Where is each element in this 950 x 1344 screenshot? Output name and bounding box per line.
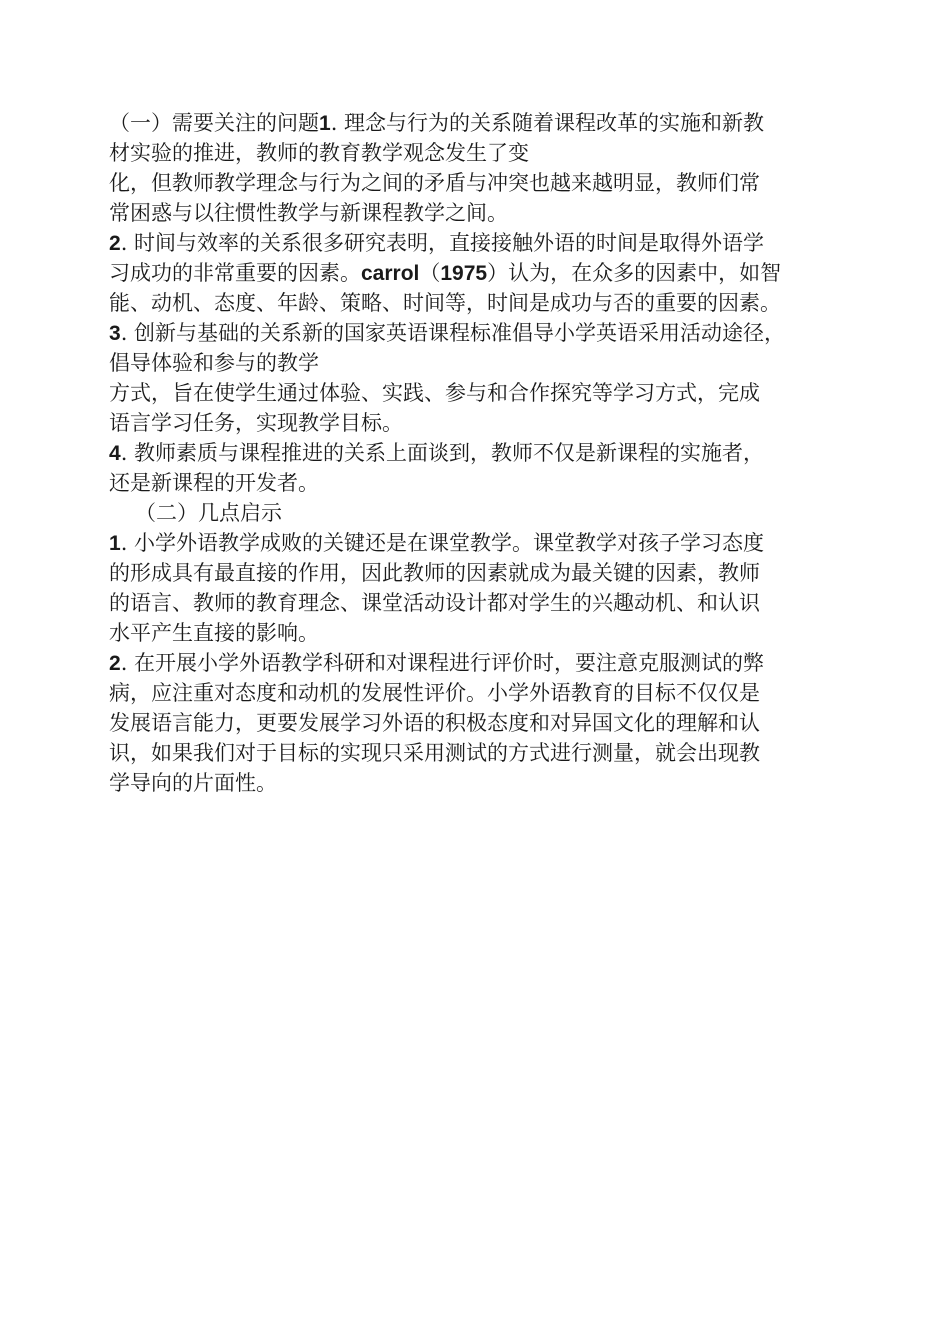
section1-item3-line3: 方式，旨在使学生通过体验、实践、参与和合作探究等学习方式，完成 (109, 381, 760, 405)
section1-item3-line4: 语言学习任务，实现教学目标。 (109, 411, 403, 435)
section2-item1-text: . 小学外语教学成败的关键还是在课堂教学。课堂教学对孩子学习态度 (120, 531, 765, 555)
section2-item1-line1 (109, 528, 869, 558)
section2-item2-number: 2 (109, 652, 121, 675)
section2-item1-line2: 的形成具有最直接的作用，因此教师的因素就成为最关键的因素，教师 (109, 561, 760, 585)
section1-item4-line2: 还是新课程的开发者。 (109, 471, 319, 495)
section1-item1-text: . 理念与行为的关系随着课程改革的实施和新教 (330, 111, 765, 135)
paren-open: （ (419, 261, 441, 285)
section2-item1-line3: 的语言、教师的教育理念、课堂活动设计都对学生的兴趣动机、和认识 (109, 591, 760, 615)
section1-item2-line1 (109, 228, 869, 258)
section2-item1-line4: 水平产生直接的影响。 (109, 621, 319, 645)
section2-item2-text: . 在开展小学外语教学科研和对课程进行评价时，要注意克服测试的弊 (120, 651, 765, 675)
section2-item2-line1 (109, 648, 869, 678)
section2-item2-line2: 病，应注重对态度和动机的发展性评价。小学外语教育的目标不仅仅是 (109, 681, 760, 705)
section1-item2-number: 2 (109, 232, 121, 255)
section1-item3-text: . 创新与基础的关系新的国家英语课程标准倡导小学英语采用活动途径， (120, 321, 786, 345)
section1-item4-text: . 教师素质与课程推进的关系上面谈到，教师不仅是新课程的实施者， (120, 441, 765, 465)
section1-item2-text: . 时间与效率的关系很多研究表明，直接接触外语的时间是取得外语学 (120, 231, 765, 255)
author-name: carrol (361, 262, 420, 285)
section1-item1-line2: 材实验的推进，教师的教育教学观念发生了变 (109, 141, 529, 165)
citation-year: 1975 (440, 262, 488, 285)
section1-item2-text-c: ）认为，在众多的因素中，如智 (487, 261, 782, 285)
section1-item1-line4: 常困惑与以往惯性教学与新课程教学之间。 (109, 201, 508, 225)
section1-item3-line1 (109, 318, 869, 348)
section2-item2-line3: 发展语言能力，更要发展学习外语的积极态度和对异国文化的理解和认 (109, 711, 760, 735)
section1-item2-line2 (109, 258, 869, 288)
section2-heading: （二）几点启示 (135, 501, 282, 525)
section1-item2-line3: 能、动机、态度、年龄、策略、时间等，时间是成功与否的重要的因素。 (109, 291, 781, 315)
section1-item1-line1 (109, 108, 869, 138)
section1-item1-line3: 化，但教师教学理念与行为之间的矛盾与冲突也越来越明显，教师们常 (109, 171, 760, 195)
section1-item2-text-a: 习成功的非常重要的因素。 (109, 261, 361, 285)
section1-item1-number: 1 (319, 112, 331, 135)
document-body (109, 108, 869, 798)
section2-item1-number: 1 (109, 532, 121, 555)
section2-item2-line5: 学导向的片面性。 (109, 771, 277, 795)
section1-item4-line1 (109, 438, 869, 468)
section2-item2-line4: 识，如果我们对于目标的实现只采用测试的方式进行测量，就会出现教 (109, 741, 760, 765)
section1-heading: （一）需要关注的问题 (109, 111, 319, 135)
section1-item3-line2: 倡导体验和参与的教学 (109, 351, 319, 375)
section1-item3-number: 3 (109, 322, 121, 345)
section1-item4-number: 4 (109, 442, 121, 465)
